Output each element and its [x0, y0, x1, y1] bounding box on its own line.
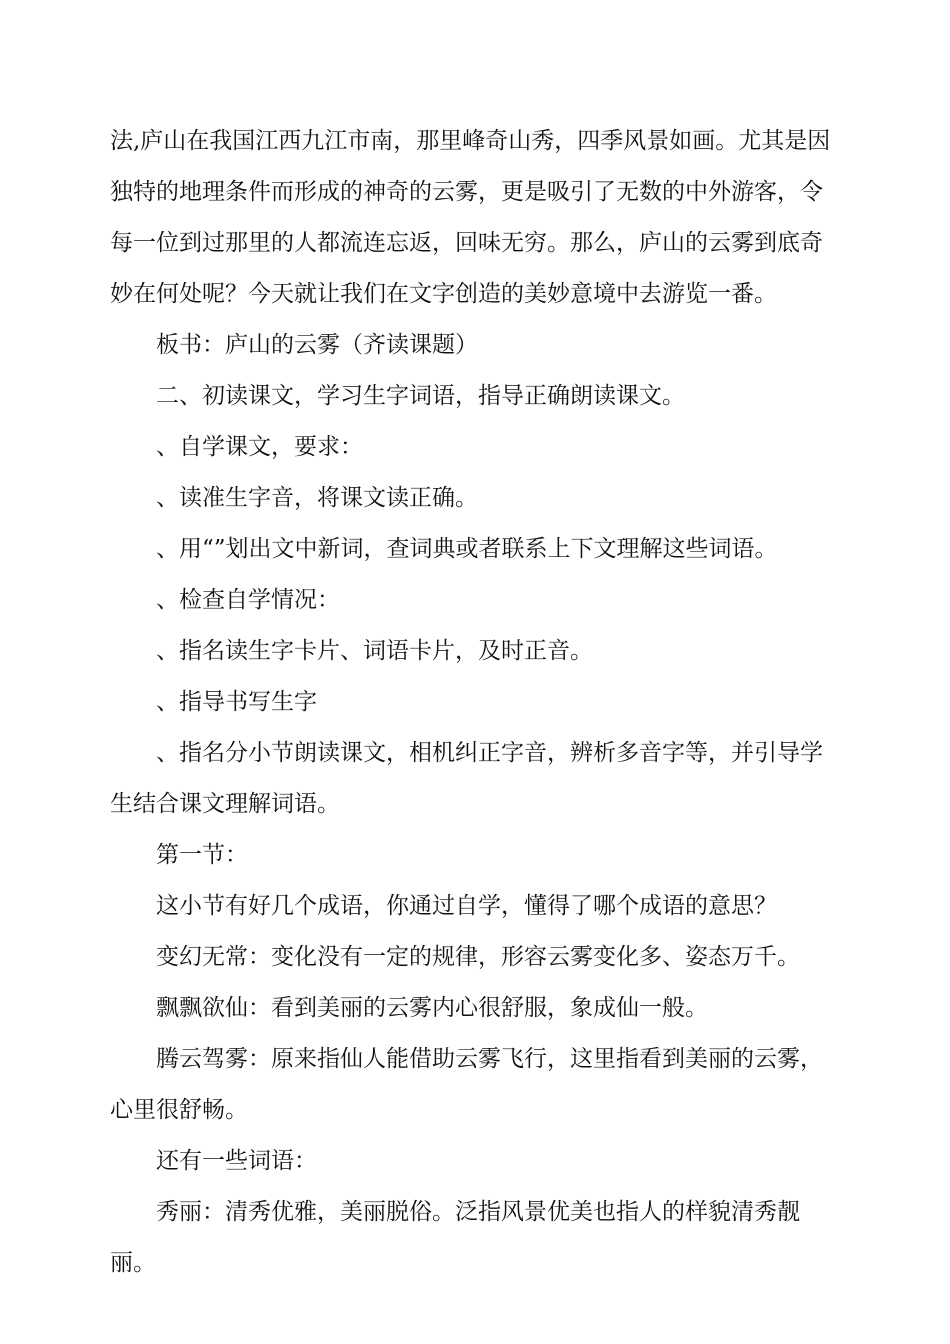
paragraph-more-words: 还有一些词语：	[156, 1148, 317, 1174]
paragraph-blackboard: 板书：庐山的云雾（齐读课题）	[156, 332, 478, 358]
paragraph-word-xiuli: 秀丽：清秀优雅，美丽脱俗。泛指风景优美也指人的样貌清秀靓丽。	[110, 1199, 800, 1276]
document-body	[110, 116, 845, 1289]
paragraph-idiom-1: 变幻无常：变化没有一定的规律，形容云雾变化多、姿态万千。	[156, 944, 800, 970]
paragraph-mark-words: 、用“”划出文中新词，查词典或者联系上下文理解这些词语。	[156, 536, 778, 562]
paragraph-section-two: 二、初读课文，学习生字词语，指导正确朗读课文。	[156, 383, 685, 409]
paragraph-cards: 、指名读生字卡片、词语卡片，及时正音。	[156, 638, 593, 664]
paragraph-section-one: 第一节：	[156, 842, 248, 868]
paragraph-writing: 、指导书写生字	[156, 689, 317, 715]
paragraph-self-study: 、自学课文，要求：	[156, 434, 363, 460]
paragraph-check: 、检查自学情况：	[156, 587, 340, 613]
paragraph-idioms-question: 这小节有好几个成语，你通过自学，懂得了哪个成语的意思？	[156, 893, 777, 919]
paragraph-idiom-3: 腾云驾雾：原来指仙人能借助云雾飞行，这里指看到美丽的云雾，心里很舒畅。	[110, 1046, 823, 1123]
paragraph-read-sections: 、指名分小节朗读课文，相机纠正字音，辨析多音字等，并引导学生结合课文理解词语。	[110, 740, 823, 817]
paragraph-read-correct: 、读准生字音，将课文读正确。	[156, 485, 478, 511]
paragraph-intro: 法,庐山在我国江西九江市南，那里峰奇山秀，四季风景如画。尤其是因独特的地理条件而形成的神奇的云雾，更是吸引了无数的中外游客，令每一位到过那里的人都流连忘返，回味无穷。那么，庐山的云雾到底奇妙在何处呢？今天就让我们在文字创造的美妙意境中去游览一番。	[110, 128, 831, 307]
paragraph-idiom-2: 飘飘欲仙：看到美丽的云雾内心很舒服，象成仙一般。	[156, 995, 708, 1021]
